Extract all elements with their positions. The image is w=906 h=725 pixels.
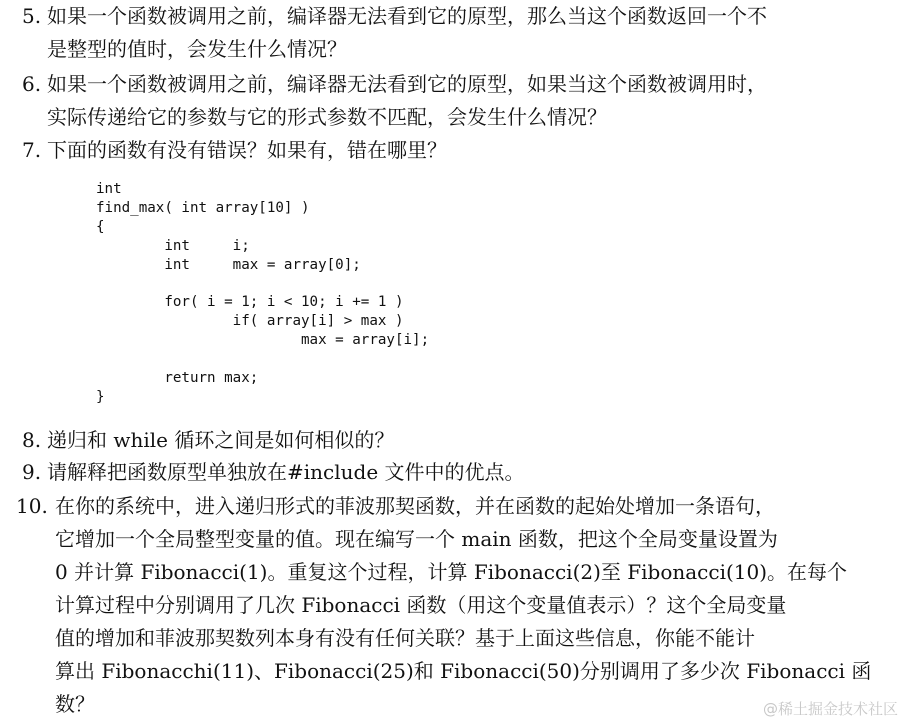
code-line: int — [96, 181, 122, 197]
code-line: int i; — [96, 237, 250, 254]
question-number: 8. — [22, 428, 42, 452]
question-number: 6. — [22, 72, 42, 96]
code-line: int max = array[0]; — [96, 256, 361, 273]
question-number: 10. — [16, 494, 48, 518]
code-line: max = array[i]; — [96, 332, 430, 349]
question-text-line: 计算过程中分别调用了几次 Fibonacci 函数（用这个变量值表示）？这个全局变量 — [55, 593, 787, 617]
question-number: 5. — [22, 4, 42, 28]
question-text-line: 如果一个函数被调用之前，编译器无法看到它的原型，如果当这个函数被调用时， — [47, 72, 767, 96]
question-text-line: 数？ — [55, 692, 95, 716]
question-text-line: 它增加一个全局整型变量的值。现在编写一个 main 函数，把这个全局变量设置为 — [55, 527, 778, 551]
question-text-line: 算出 Fibonacchi(11)、Fibonacci(25)和 Fibonacci(50)分别调用了多少次 Fibonacci 函 — [55, 659, 872, 683]
code-line: } — [96, 388, 105, 405]
code-line — [96, 274, 429, 293]
question-text-line: 是整型的值时，会发生什么情况？ — [47, 37, 347, 61]
question-number: 9. — [22, 460, 42, 484]
question-number: 7. — [22, 138, 42, 162]
question-text-line: 值的增加和菲波那契数列本身有没有任何关联？基于上面这些信息，你能不能计 — [55, 626, 755, 650]
question-text-line: 下面的函数有没有错误？如果有，错在哪里？ — [47, 138, 447, 162]
question-text-line: 如果一个函数被调用之前，编译器无法看到它的原型，那么当这个函数返回一个不 — [47, 4, 767, 28]
watermark: @稀土掘金技术社区 — [762, 700, 898, 718]
code-line: for( i = 1; i < 10; i += 1 ) — [96, 294, 404, 311]
code-line: { — [96, 218, 105, 235]
code-line: if( array[i] > max ) — [96, 313, 404, 330]
code-line: return max; — [96, 369, 259, 386]
question-text-line: 请解释把函数原型单独放在#include 文件中的优点。 — [47, 460, 525, 484]
code-block — [96, 180, 429, 407]
question-text-line: 0 并计算 Fibonacci(1)。重复这个过程，计算 Fibonacci(2)至 Fibonacci(10)。在每个 — [55, 560, 848, 584]
code-line: find_max( int array[10] ) — [96, 199, 310, 216]
code-line — [96, 350, 429, 369]
question-text-line: 递归和 while 循环之间是如何相似的？ — [47, 428, 395, 452]
question-text-line: 实际传递给它的参数与它的形式参数不匹配，会发生什么情况？ — [47, 105, 607, 129]
question-text-line: 在你的系统中，进入递归形式的菲波那契函数，并在函数的起始处增加一条语句， — [55, 494, 775, 518]
